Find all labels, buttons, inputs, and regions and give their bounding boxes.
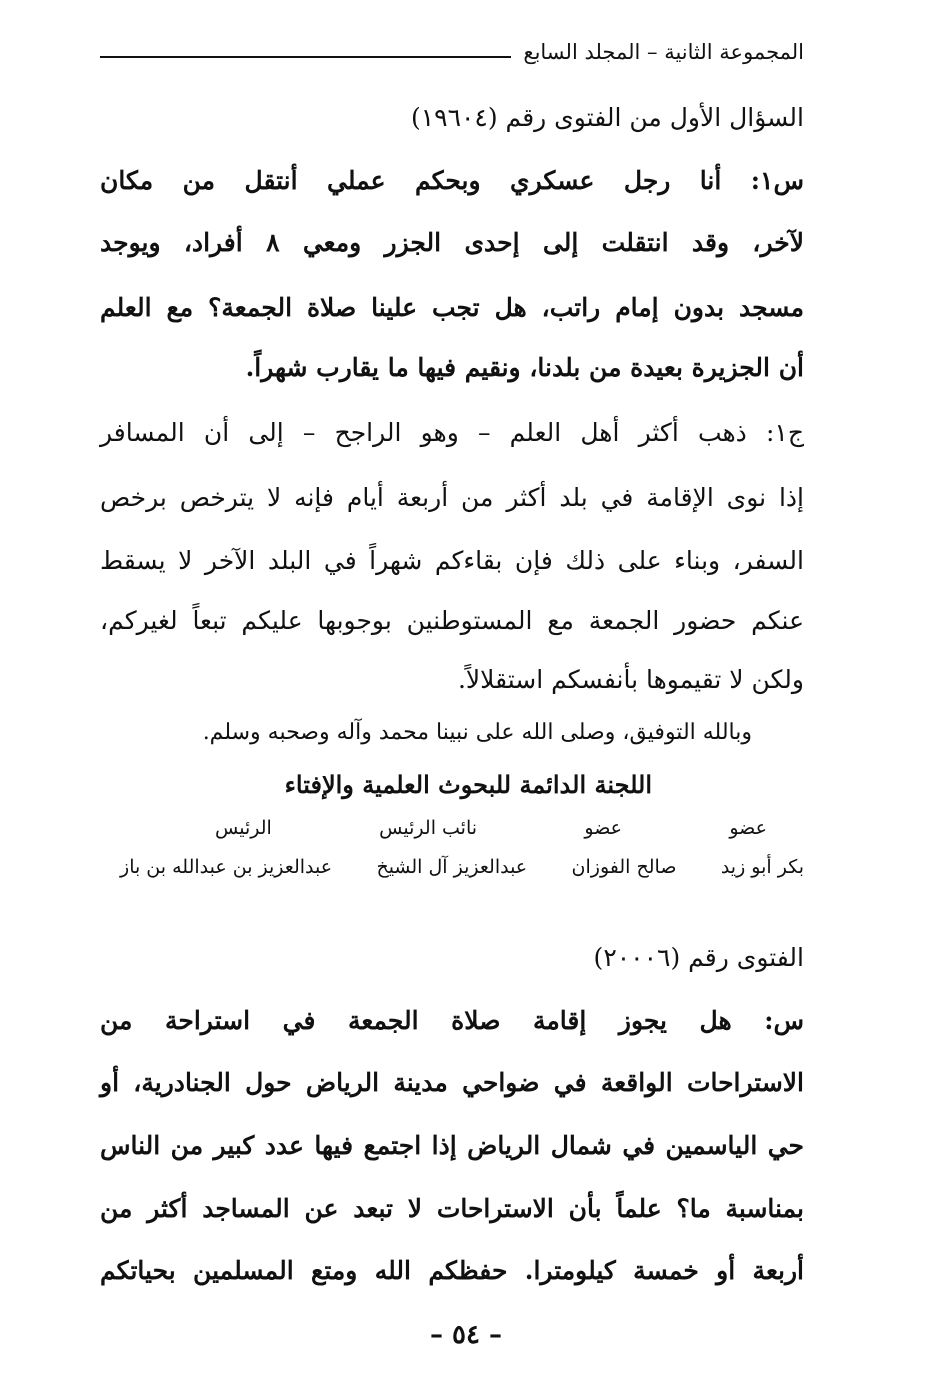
fatwa-1-question-line: أن الجزيرة بعيدة من بلدنا، ونقيم فيها ما يقارب شهراً. (245, 353, 804, 382)
committee-role: نائب الرئيس (379, 817, 478, 839)
fatwa-2-question-line: أربعة أو خمسة كيلومترا. حفظكم الله ومتع المسلمين بحياتكم (100, 1256, 804, 1285)
committee-names (120, 856, 804, 878)
fatwa-2-question-line: الاستراحات الواقعة في ضواحي مدينة الرياض حول الجنادرية، أو (100, 1068, 804, 1097)
committee-role: عضو (584, 817, 623, 839)
committee-member-name: عبدالعزيز بن عبدالله بن باز (120, 856, 333, 878)
fatwa-1-question-line: مسجد بدون إمام راتب، هل تجب علينا صلاة الجمعة؟ مع العلم (100, 293, 804, 322)
committee-role: عضو (729, 817, 767, 839)
fatwa-1-closing: وبالله التوفيق، وصلى الله على نبينا محمد وآله وصحبه وسلم. (202, 720, 752, 745)
fatwa-1-question-line: لآخر، وقد انتقلت إلى إحدى الجزر ومعي ٨ أفراد، ويوجد (100, 228, 804, 257)
fatwa-2-question-line: حي الياسمين في شمال الرياض إذا اجتمع فيها عدد كبير من الناس (100, 1131, 804, 1160)
fatwa-1-answer-line: ولكن لا تقيموها بأنفسكم استقلالاً. (457, 665, 804, 694)
fatwa-1-answer-line: السفر، وبناء على ذلك فإن بقاءكم شهراً في البلد الآخر لا يسقط (100, 546, 804, 575)
committee-title: اللجنة الدائمة للبحوث العلمية والإفتاء (284, 770, 652, 799)
fatwa-2-question-line: بمناسبة ما؟ علماً بأن الاستراحات لا تبعد عن المساجد أكثر من (100, 1194, 804, 1223)
committee-member-name: صالح الفوزان (571, 856, 677, 878)
fatwa-1-heading: السؤال الأول من الفتوى رقم (١٩٦٠٤) (410, 103, 804, 132)
fatwa-1-question-line: س١: أنا رجل عسكري وبحكم عملي أنتقل من مكان (100, 166, 804, 195)
fatwa-2-heading: الفتوى رقم (٢٠٠٠٦) (593, 943, 804, 972)
running-header (100, 32, 804, 72)
committee-roles (215, 817, 767, 839)
committee-role: الرئيس (215, 817, 272, 839)
fatwa-1-answer-line: إذا نوى الإقامة في بلد أكثر من أربعة أيام فإنه لا يترخص برخص (100, 483, 804, 512)
committee-member-name: بكر أبو زيد (720, 856, 804, 878)
fatwa-1-answer-line: ج١: ذهب أكثر أهل العلم – وهو الراجح – إلى أن المسافر (100, 418, 804, 447)
fatwa-1-answer-line: عنكم حضور الجمعة مع المستوطنين بوجوبها عليكم تبعاً لغيركم، (100, 606, 804, 635)
fatwa-2-question-line: س: هل يجوز إقامة صلاة الجمعة في استراحة من (100, 1006, 804, 1035)
header-rule (100, 56, 511, 58)
committee-member-name: عبدالعزيز آل الشيخ (376, 856, 528, 878)
running-title: المجموعة الثانية – المجلد السابع (523, 40, 804, 64)
page-number: – ٥٤ – (429, 1320, 503, 1350)
